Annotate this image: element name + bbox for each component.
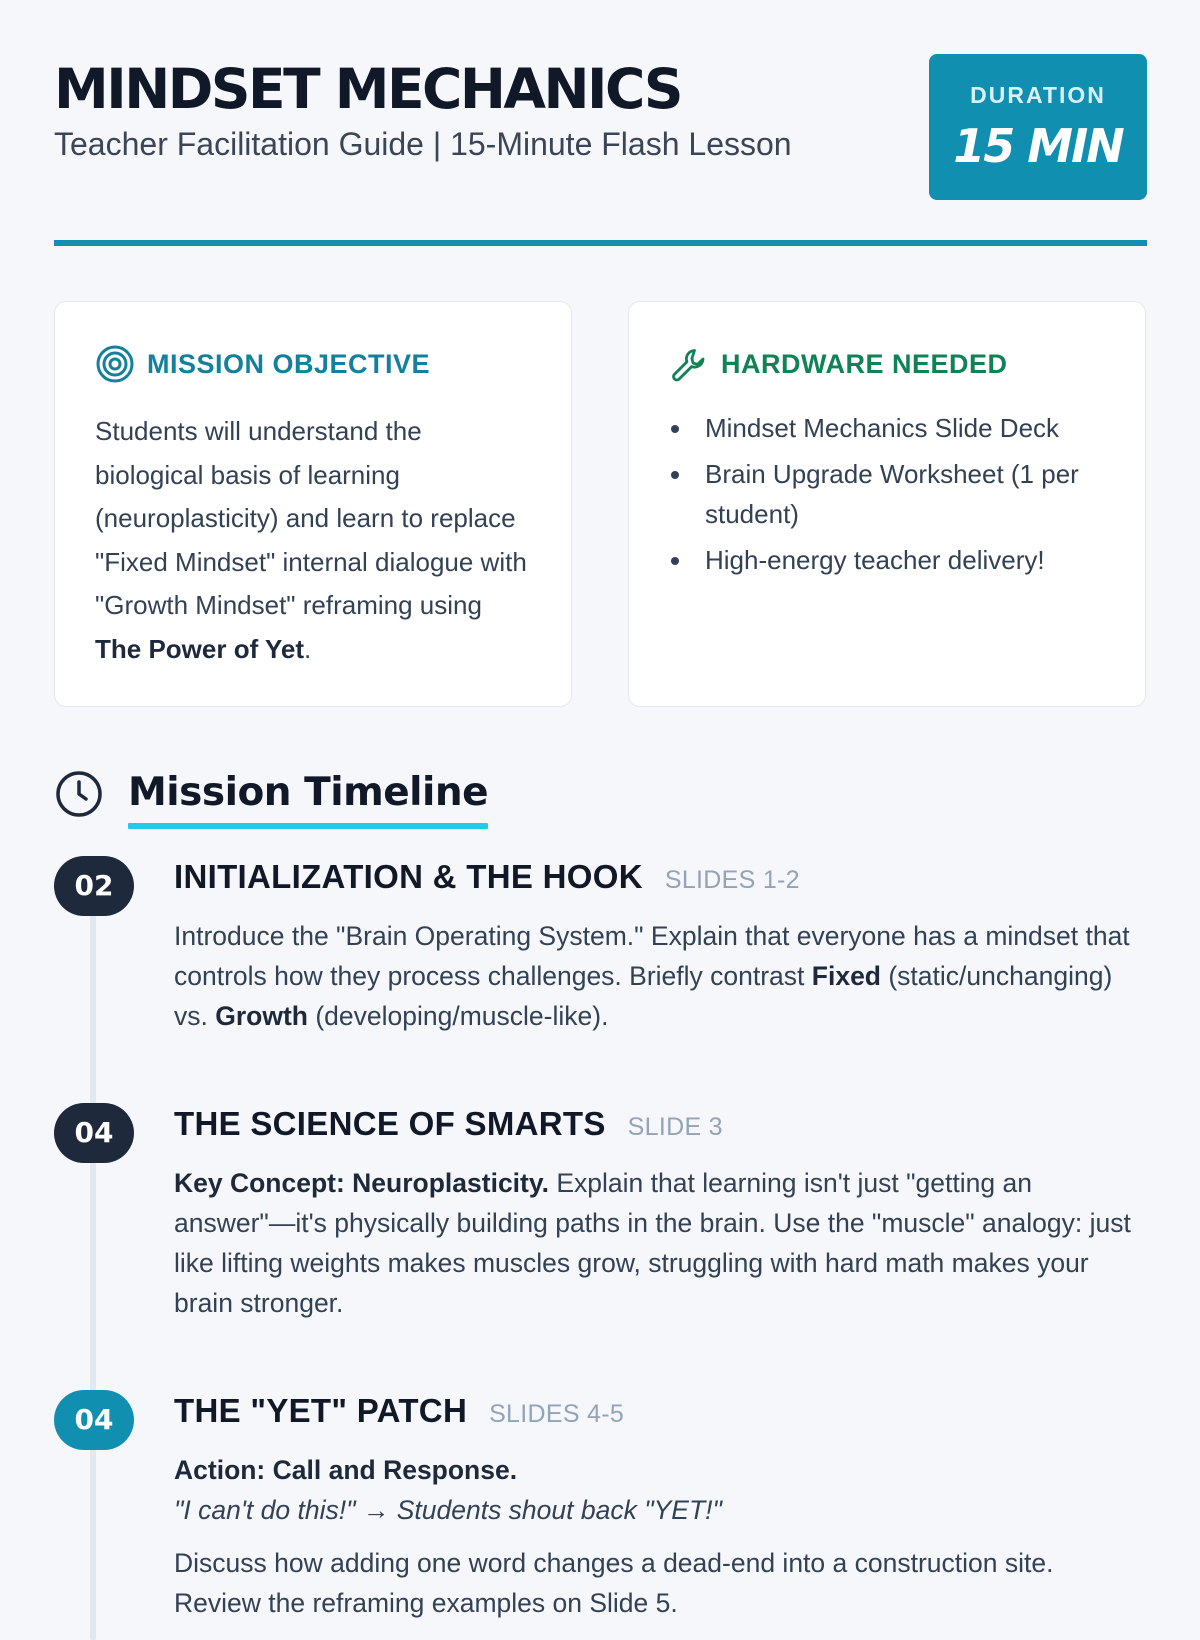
step-desc-bold: Key Concept: Neuroplasticity. xyxy=(174,1168,549,1198)
step-slides-label: SLIDE 3 xyxy=(627,1113,723,1141)
step-desc-text: Introduce the "Brain Operating System." Explain that everyone has a mindset that controls how they process challenges. Briefly contrast xyxy=(174,921,1130,991)
hardware-item: Brain Upgrade Worksheet (1 per student) xyxy=(669,454,1109,534)
step-number-badge: 04 xyxy=(54,1390,134,1450)
step-slides-label: SLIDES 1-2 xyxy=(664,866,800,894)
step-quote: "I can't do this!" → Students shout back "YET!" xyxy=(174,1495,722,1525)
step-header xyxy=(174,858,800,908)
step-description: Discuss how adding one word changes a dead-end into a construction site. Review the reframing examples on Slide 5. xyxy=(174,1548,1054,1618)
hardware-item: High-energy teacher delivery! xyxy=(669,540,1109,580)
step-desc-text: Explain that learning isn't just "getting an answer"—it's physically building paths in the brain. Use the "muscle" analogy: just like lifting weights makes muscles grow, struggling with hard math makes your brain stronger. xyxy=(174,1168,1131,1318)
page-title: MINDSET MECHANICS xyxy=(54,57,681,121)
step-title: THE SCIENCE OF SMARTS xyxy=(174,1105,606,1142)
objective-text-end: . xyxy=(304,633,312,664)
duration-value: 15 MIN xyxy=(953,119,1123,173)
objective-text-bold: The Power of Yet xyxy=(95,633,305,664)
objective-text-start: Students will understand the biological basis of learning (neuroplasticity) and learn to replace "Fixed Mindset" internal dialogue with "Growth Mindset" reframing using xyxy=(95,416,527,620)
step-slides-label: SLIDES 4-5 xyxy=(489,1400,625,1428)
step-desc-text: (developing/muscle-like). xyxy=(307,1001,609,1031)
hardware-needed-title: HARDWARE NEEDED xyxy=(721,348,1008,379)
step-description xyxy=(174,916,1134,1036)
clock-icon xyxy=(54,769,104,819)
timeline-title: Mission Timeline xyxy=(128,770,488,819)
step-header xyxy=(174,1105,723,1155)
step-desc-text: (static/unchanging) vs. xyxy=(174,961,1113,1031)
step-desc-bold: Fixed xyxy=(811,961,881,991)
step-title: THE "YET" PATCH xyxy=(174,1392,468,1429)
mission-objective-title: MISSION OBJECTIVE xyxy=(147,348,431,379)
target-icon xyxy=(95,344,135,384)
step-description xyxy=(174,1163,1134,1323)
page-subtitle: Teacher Facilitation Guide | 15-Minute Flash Lesson xyxy=(54,126,792,162)
mission-objective-header xyxy=(95,344,430,384)
step-number-badge: 04 xyxy=(54,1103,134,1163)
mission-objective-card xyxy=(54,301,572,707)
duration-badge xyxy=(929,54,1147,200)
page-header xyxy=(54,0,1147,246)
hardware-needed-header xyxy=(669,344,1008,384)
step-desc-bold: Growth xyxy=(215,1001,308,1031)
lesson-page xyxy=(54,0,1147,1618)
timeline-header xyxy=(54,764,488,824)
step-title: INITIALIZATION & THE HOOK xyxy=(174,858,643,895)
timeline-connector xyxy=(90,906,96,1132)
timeline-connector xyxy=(90,1440,96,1640)
timeline-connector xyxy=(90,1153,96,1415)
duration-label: DURATION xyxy=(970,82,1106,108)
step-action: Action: Call and Response. xyxy=(174,1455,518,1485)
hardware-item: Mindset Mechanics Slide Deck xyxy=(669,408,1109,448)
mission-objective-text xyxy=(95,410,535,671)
header-divider xyxy=(54,240,1147,246)
wrench-icon xyxy=(669,344,709,384)
hardware-list xyxy=(669,408,1109,586)
hardware-needed-card xyxy=(628,301,1146,707)
step-number-badge: 02 xyxy=(54,856,134,916)
step-header xyxy=(174,1392,624,1442)
